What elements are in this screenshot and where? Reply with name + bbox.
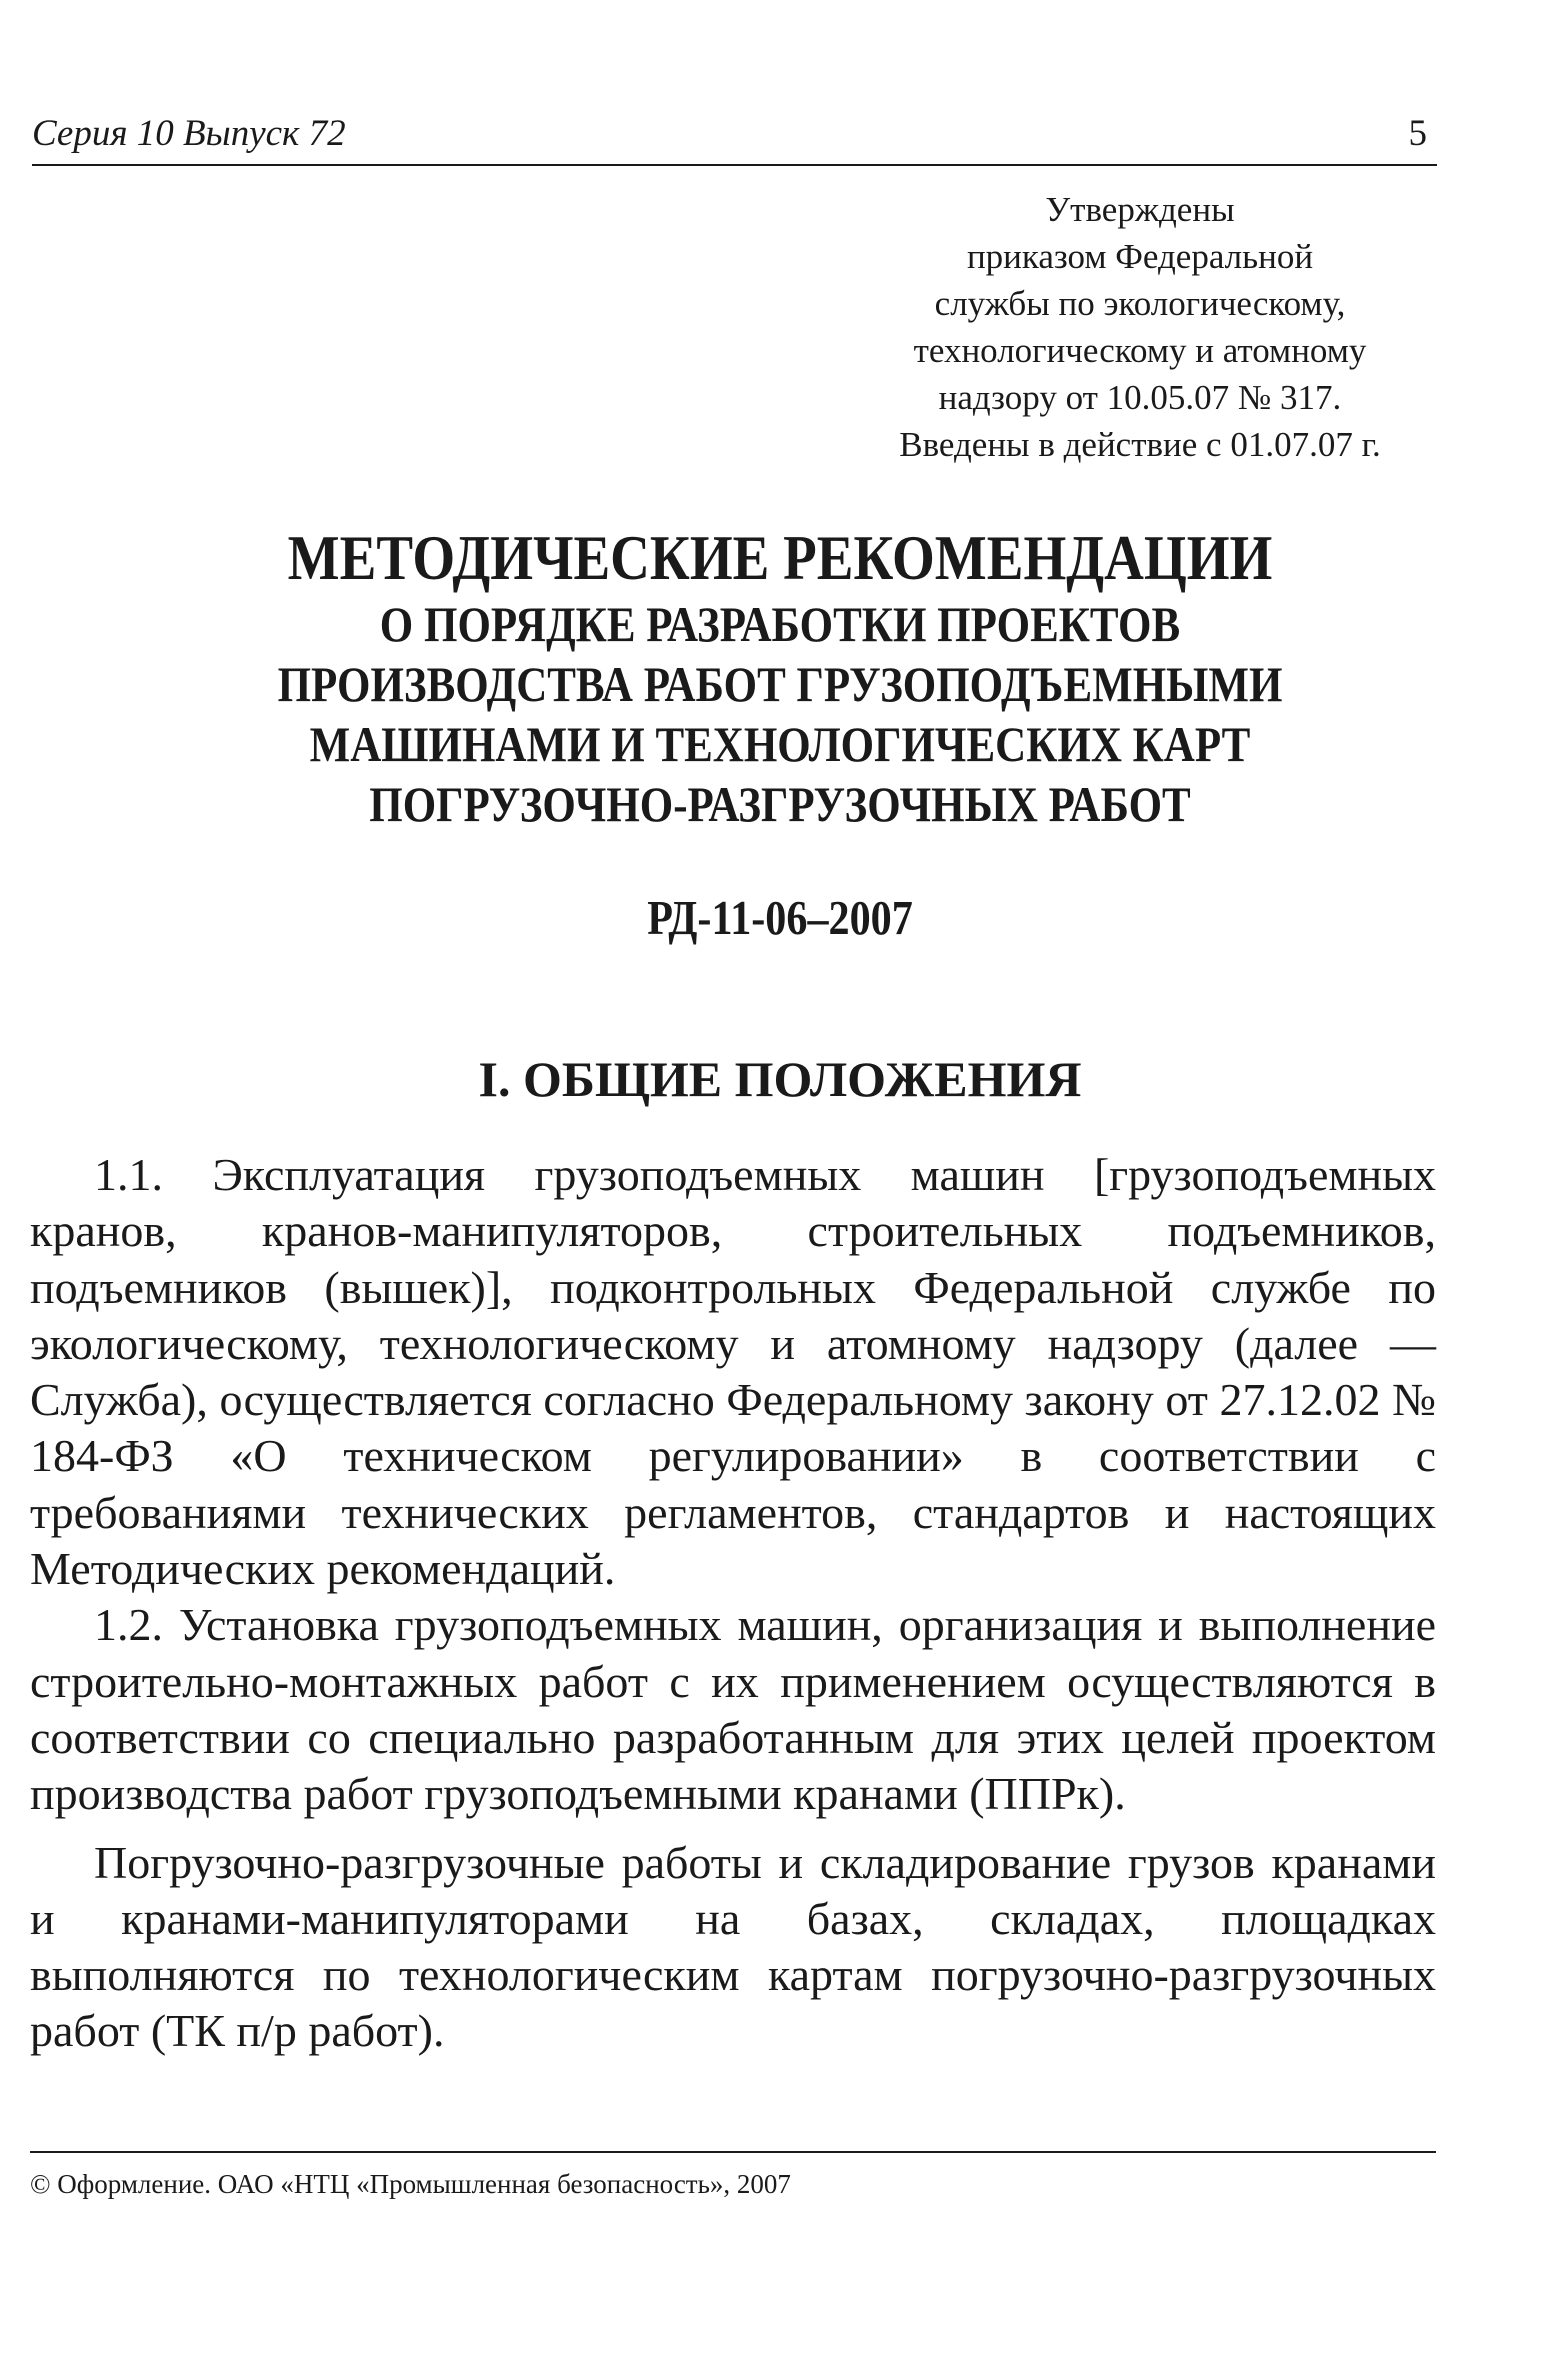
approval-line: Утверждены (1045, 190, 1235, 229)
document-title-line: ПРОИЗВОДСТВА РАБОТ ГРУЗОПОДЪЕМНЫМИ (277, 656, 1283, 712)
copyright-footer: © Оформление. ОАО «НТЦ «Промышленная безопасность», 2007 (30, 2151, 1436, 2201)
paragraph: 1.1. Эксплуатация грузоподъемных машин [грузоподъемных кранов, кранов-манипуляторов, строительных подъемников, подъемников (вышек)], подконтрольных Федеральной службе по экологическому, технологическому и атомному надзору (далее — Служба), осуществляется согласно Федеральному закону от 27.12.02 № 184-ФЗ «О техническом регулировании» в соответствии с требованиями технических регламентов, стандартов и настоящих Методических рекомендаций. (30, 1149, 1436, 1595)
document-code: РД-11-06–2007 (647, 890, 913, 945)
approval-line: службы по экологическому, (934, 284, 1346, 323)
approval-line: Введены в действие с 01.07.07 г. (899, 425, 1381, 464)
series-label: Серия 10 Выпуск 72 (32, 113, 346, 154)
approval-line: приказом Федеральной (966, 237, 1314, 276)
page-number: 5 (1408, 113, 1427, 154)
paragraph: Погрузочно-разгрузочные работы и складирование грузов кранами и кранами-манипуляторами на базах, складах, площадках выполняются по технологическим картам погрузочно-разгрузочных работ (ТК п/р работ). (30, 1836, 1436, 2057)
section-title: I. ОБЩИЕ ПОЛОЖЕНИЯ (478, 1051, 1082, 1107)
document-title-line: МАШИНАМИ И ТЕХНОЛОГИЧЕСКИХ КАРТ (309, 716, 1251, 772)
paragraph: 1.2. Установка грузоподъемных машин, организация и выполнение строительно-монтажных работ с их применением осуществляются в соответствии со специально разработанным для этих целей проектом производства работ грузоподъемными кранами (ППРк). (30, 1599, 1436, 1820)
running-header (32, 112, 1437, 166)
document-title-line: ПОГРУЗОЧНО-РАЗГРУЗОЧНЫХ РАБОТ (369, 776, 1191, 832)
document-title-main: МЕТОДИЧЕСКИЕ РЕКОМЕНДАЦИИ (287, 522, 1273, 593)
section-body (30, 1147, 1436, 2060)
document-title (238, 522, 1322, 834)
approval-line: технологическому и атомному (913, 331, 1367, 370)
approval-line: надзору от 10.05.07 № 317. (938, 378, 1342, 417)
document-title-line: О ПОРЯДКЕ РАЗРАБОТКИ ПРОЕКТОВ (379, 596, 1181, 652)
approval-block (840, 186, 1440, 468)
